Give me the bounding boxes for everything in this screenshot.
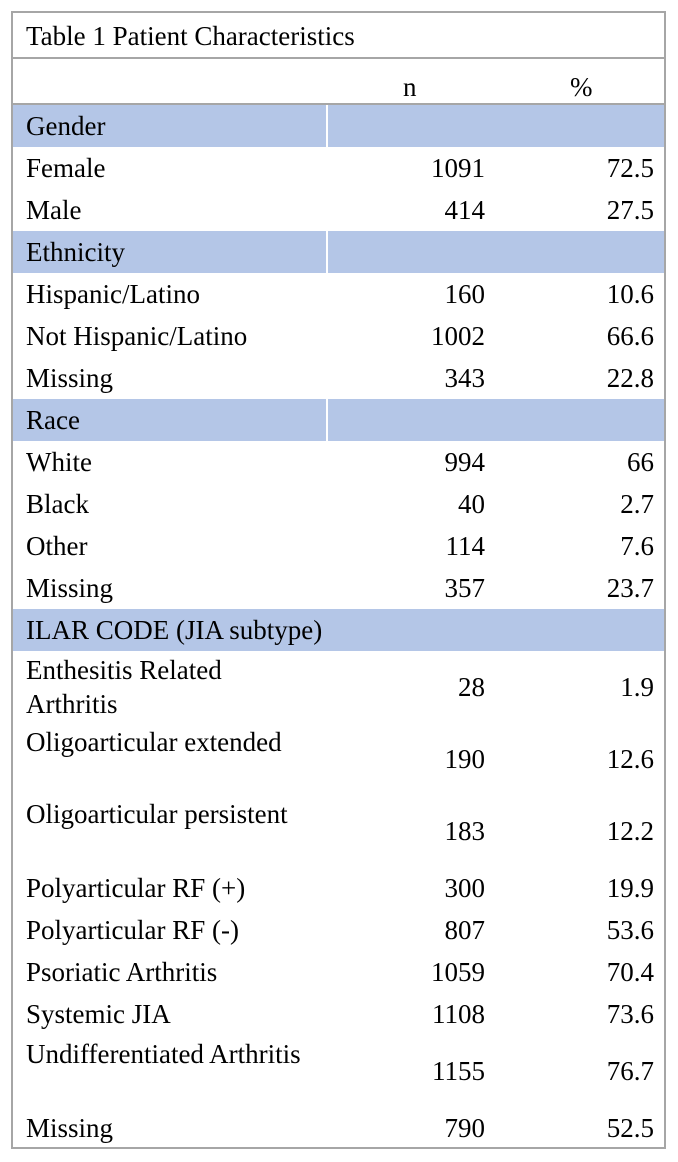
table-row — [13, 867, 664, 909]
row-label: Missing — [26, 573, 114, 603]
row-label: Other — [26, 531, 88, 561]
row-n: 343 — [444, 363, 485, 393]
table-row — [13, 147, 664, 189]
row-n: 300 — [444, 873, 485, 903]
table-row — [13, 723, 664, 795]
row-percent: 10.6 — [606, 279, 654, 309]
row-n: 1002 — [431, 321, 485, 351]
section-header-ilar-code — [13, 609, 664, 651]
row-percent: 1.9 — [620, 672, 654, 702]
row-label: Female — [26, 153, 106, 183]
row-n: 994 — [444, 447, 485, 477]
table-row — [13, 357, 664, 399]
section-label: Ethnicity — [26, 237, 125, 267]
row-label: White — [26, 447, 92, 477]
table-title-row — [13, 13, 664, 59]
section-label: Gender — [26, 111, 106, 141]
section-header-ethnicity — [13, 231, 664, 273]
row-percent: 70.4 — [606, 957, 654, 987]
row-n: 183 — [444, 816, 485, 846]
row-n: 807 — [444, 915, 485, 945]
row-label: Undifferentiated Arthritis — [26, 1039, 301, 1069]
row-n: 1091 — [431, 153, 485, 183]
table-row — [13, 795, 664, 867]
table-row — [13, 909, 664, 951]
row-n: 357 — [444, 573, 485, 603]
row-n: 160 — [444, 279, 485, 309]
row-percent: 66.6 — [606, 321, 654, 351]
table-row — [13, 1107, 664, 1149]
row-n: 40 — [458, 489, 485, 519]
row-percent: 66 — [627, 447, 654, 477]
column-header-n: n — [403, 72, 417, 102]
row-percent: 23.7 — [606, 573, 654, 603]
row-n: 190 — [444, 744, 485, 774]
section-divider — [326, 231, 328, 273]
column-header-percent: % — [570, 72, 593, 102]
row-percent: 72.5 — [606, 153, 654, 183]
row-label: Male — [26, 195, 82, 225]
row-percent: 27.5 — [606, 195, 654, 225]
row-label: Enthesitis Related Arthritis — [26, 655, 222, 719]
row-n: 28 — [458, 672, 485, 702]
table-row — [13, 483, 664, 525]
row-percent: 12.6 — [606, 744, 654, 774]
row-label: Polyarticular RF (+) — [26, 873, 246, 903]
section-divider — [326, 105, 328, 147]
row-percent: 19.9 — [606, 873, 654, 903]
section-label: Race — [26, 405, 80, 435]
row-label: Hispanic/Latino — [26, 279, 200, 309]
row-percent: 7.6 — [620, 531, 654, 561]
table-row — [13, 993, 664, 1035]
row-percent: 52.5 — [606, 1113, 654, 1143]
row-label: Missing — [26, 363, 114, 393]
table-row — [13, 567, 664, 609]
row-percent: 53.6 — [606, 915, 654, 945]
row-percent: 76.7 — [606, 1056, 654, 1086]
section-divider — [326, 399, 328, 441]
section-label: ILAR CODE (JIA subtype) — [26, 615, 323, 645]
row-percent: 12.2 — [606, 816, 654, 846]
row-n: 114 — [445, 531, 485, 561]
table-title: Table 1 Patient Characteristics — [26, 21, 355, 51]
row-label: Black — [26, 489, 89, 519]
table-row — [13, 441, 664, 483]
column-header-row — [13, 59, 664, 105]
row-n: 1059 — [431, 957, 485, 987]
table-row — [13, 189, 664, 231]
row-n: 790 — [444, 1113, 485, 1143]
row-percent: 2.7 — [620, 489, 654, 519]
table-row — [13, 315, 664, 357]
row-n: 1108 — [432, 999, 485, 1029]
row-label: Oligoarticular persistent — [26, 799, 288, 829]
row-label: Not Hispanic/Latino — [26, 321, 248, 351]
table-row — [13, 525, 664, 567]
table-row — [13, 951, 664, 993]
row-label: Polyarticular RF (-) — [26, 915, 239, 945]
section-header-gender — [13, 105, 664, 147]
table-row — [13, 651, 664, 723]
row-label: Missing — [26, 1113, 114, 1143]
row-percent: 22.8 — [606, 363, 654, 393]
table-row — [13, 1035, 664, 1107]
row-n: 414 — [444, 195, 485, 225]
patient-characteristics-table — [11, 11, 666, 1149]
row-label: Systemic JIA — [26, 999, 171, 1029]
table-row — [13, 273, 664, 315]
row-n: 1155 — [432, 1056, 485, 1086]
row-label: Oligoarticular extended — [26, 727, 282, 757]
section-header-race — [13, 399, 664, 441]
row-label: Psoriatic Arthritis — [26, 957, 218, 987]
row-percent: 73.6 — [606, 999, 654, 1029]
